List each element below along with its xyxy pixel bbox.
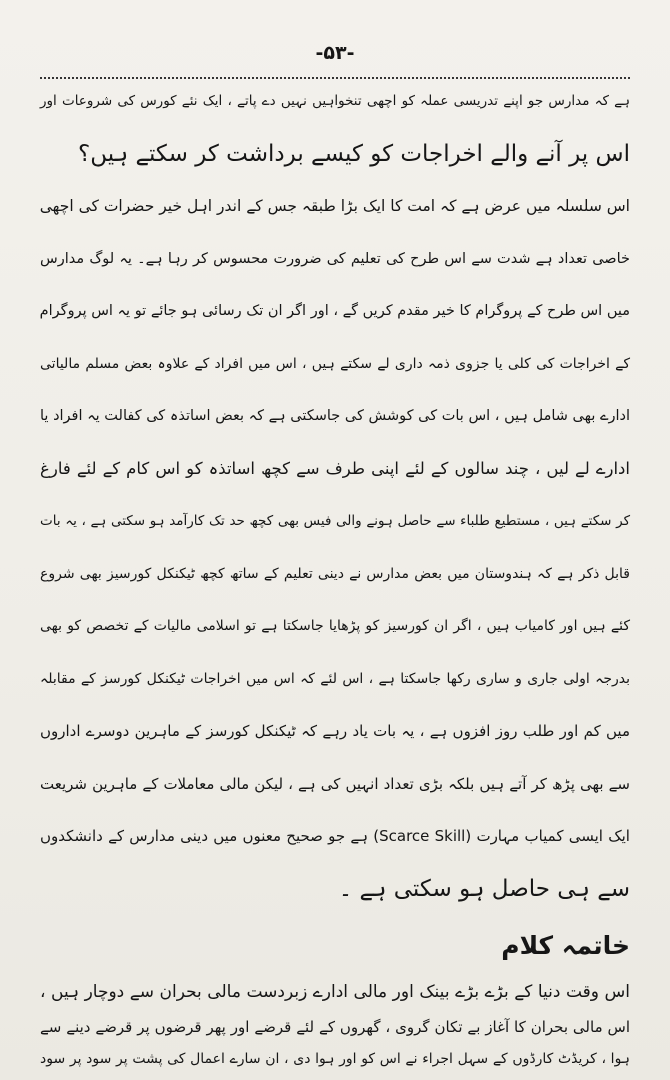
text-line: کر سکتے ہیں ، مستطیع طلباء سے حاصل ہونے والی فیس بھی کچھ حد تک کارآمد ہو سکتی ہے ، یہ بات	[40, 513, 630, 529]
text-line: قابل ذکر ہے کہ ہندوستان میں بعض مدارس نے دینی تعلیم کے ساتھ کچھ ٹیکنکل کورسیز بھی شروع	[40, 566, 630, 582]
text-line: میں اس طرح کے پروگرام کا خیر مقدم کریں گے ، اور اگر ان تک رسائی ہو جائے تو یہ اس پروگرام	[39, 303, 630, 319]
text-line: میں کم اور طلب روز افزوں ہے ، یہ بات یاد رہے کہ ٹیکنکل کورسز کے ماہرین دوسرے اداروں	[40, 722, 630, 740]
text-line: سے ہی حاصل ہو سکتی ہے ۔	[338, 876, 630, 902]
text-line: سے بھی پڑھ کر آتے ہیں بلکہ بڑی تعداد انہیں کی ہے ، لیکن مالی معاملات کے ماہرین شریعت	[40, 775, 630, 793]
text-line: ادارے لے لیں ، چند سالوں کے لئے اپنی طرف سے کچھ اساتذہ کو اس کام کے لئے فارغ	[40, 459, 630, 478]
text-line: ہوا ، کریڈٹ کارڈوں کے سہل اجراء نے اس کو اور ہوا دی ، ان سارے اعمال کی پشت پر سود پر سود	[40, 1051, 630, 1067]
text-line: ادارے بھی شامل ہیں ، اس بات کی کوشش کی جاسکتی ہے کہ بعض اساتذہ کی کفالت یہ افراد یا	[40, 408, 630, 424]
text-line: کے اخراجات کی کلی یا جزوی ذمہ داری لے سکتے ہیں ، اس میں افراد کے علاوہ بعض مسلم مالیاتی	[40, 356, 630, 372]
text-line: کئے ہیں اور کامیاب ہیں ، اگر ان کورسیز کو پڑھایا جاسکتا ہے تو اسلامی مالیات کے تخصص کو بھی	[40, 618, 630, 634]
text-line: بدرجہ اولی جاری و ساری رکھا جاسکتا ہے ، اس لئے کہ اس میں اخراجات ٹیکنکل کورسز کے مقابلہ	[40, 671, 630, 687]
text-line: خاصی تعداد ہے شدت سے اس طرح کی تعلیم کی ضرورت محسوس کر رہا ہے۔ یہ لوگ مدارس	[40, 251, 630, 267]
text-line: اس پر آنے والے اخراجات کو کیسے برداشت کر سکتے ہیں؟	[78, 141, 630, 167]
text-line: اس مالی بحران کا آغاز بے تکان گروی ، گھروں کے لئے قرضے اور پھر قرضوں پر قرضے دینے سے	[40, 1018, 630, 1036]
header-rule	[40, 77, 630, 79]
text-line: ہے کہ مدارس جو اپنے تدریسی عملہ کو اچھی تنخواہیں نہیں دے پاتے ، ایک نئے کورس کی شروعات اور	[40, 93, 630, 109]
text-line: ایک ایسی کمیاب مہارت (Scarce Skill) ہے جو صحیح معنوں میں دینی مدارس کے دانشکدوں	[40, 827, 630, 845]
page-number: -۵۳-	[315, 42, 355, 64]
text-line: اس سلسلہ میں عرض ہے کہ امت کا ایک بڑا طبقہ جس کے اندر اہل خیر حضرات کی اچھی	[39, 197, 630, 215]
section-heading: خاتمہ کلام	[501, 931, 630, 960]
text-line: اس وقت دنیا کے بڑے بڑے بینک اور مالی ادارے زبردست مالی بحران سے دوچار ہیں ،	[40, 982, 630, 1002]
